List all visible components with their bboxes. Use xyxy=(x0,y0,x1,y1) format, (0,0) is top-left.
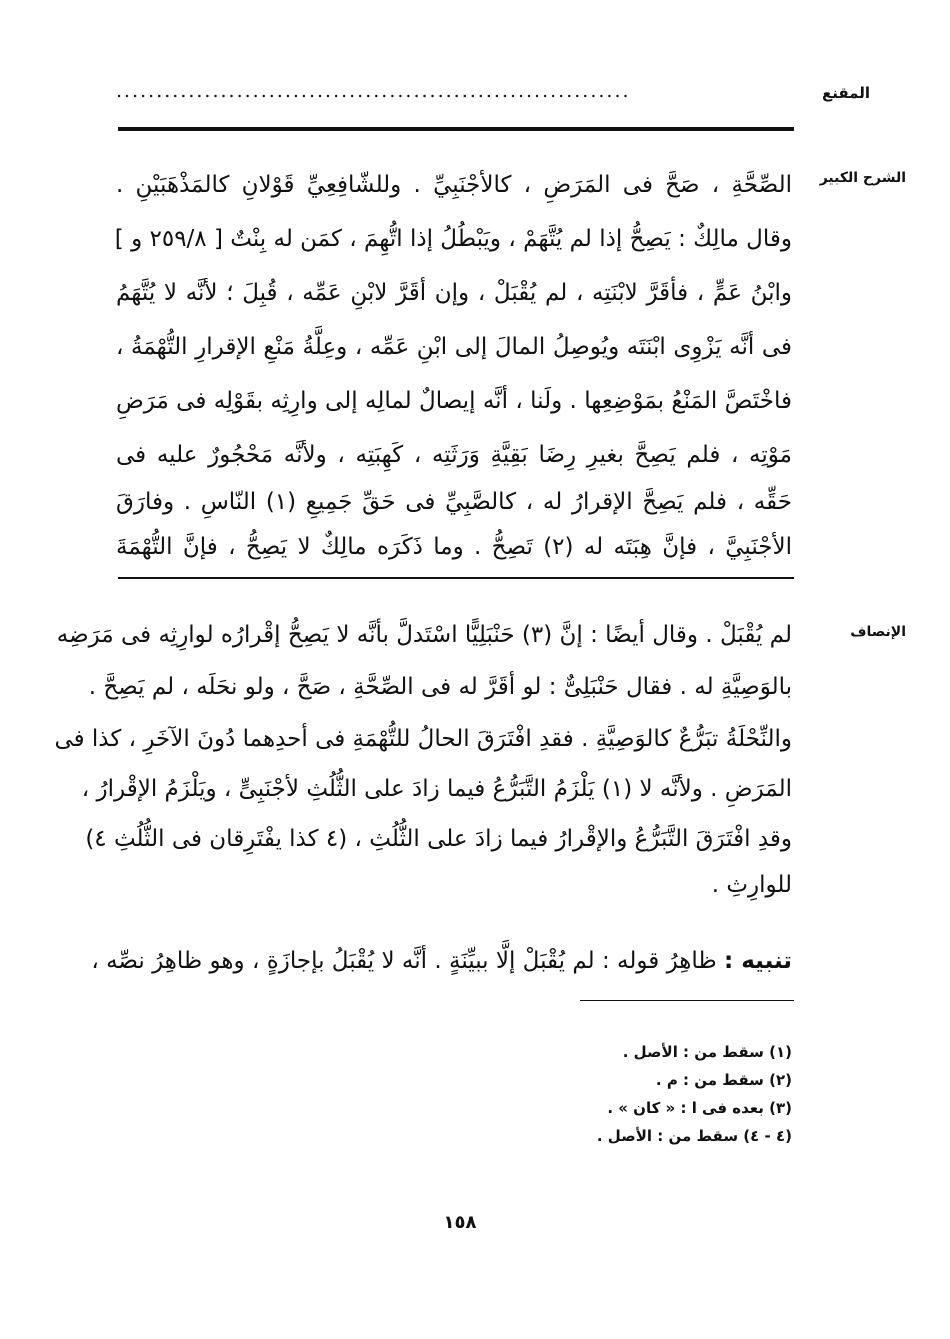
insaf-line-6: للوارِثِ . xyxy=(711,872,792,898)
insaf-line-1: لم يُقْبَلْ . وقال أيضًا : إنَّ (٣) حَنْبَلِيًّا اسْتَدلَّ بأنَّه لا يَصِحُّ إقْرارُه لوارِثِه فى مَرَضِه xyxy=(56,622,792,648)
sharh-line-5: فاخْتَصَّ المَنْعُ بمَوْضِعِها . ولَنا ، أنَّه إيصالٌ لمالِه إلى وارِثِه بقَوْلِه فى مَرَضِ xyxy=(116,388,792,414)
section-label-sharh: الشرح الكبير xyxy=(819,170,906,186)
header-dot-leader: ................................................................ xyxy=(116,80,631,102)
insaf-line-3: والنِّحْلَةُ تبَرُّعٌ كالوَصِيَّةِ . فقدِ افْتَرَقَ الحالُ للتُّهْمَةِ فى أحدِهما دُونَ الآخَرِ ، كذا فى xyxy=(54,726,792,752)
insaf-line-4: المَرَضِ . ولأنَّه لا (١) يَلْزَمُ التَّبَرُّعُ فيما زادَ على الثُّلُثِ لأجْنَبِىٍّ ، ويَلْزَمُ الإقْرارُ ، xyxy=(81,776,792,802)
tanbih-line xyxy=(91,944,792,978)
sharh-line-2: وقال مالِكٌ : يَصِحُّ إذا لم يُتَّهَمْ ، ويَبْطُلُ إذا اتُّهِمَ ، كمَن له بِنْتٌ [ ٢٥٩/٨ و ] xyxy=(114,226,792,252)
page-number: ١٥٨ xyxy=(443,1212,477,1233)
footnote-rule xyxy=(580,1000,794,1001)
sharh-line-1: الصِّحَّةِ ، صَحَّ فى المَرَضِ ، كالأجْنَبِيِّ . وللشّافِعِيِّ قَوْلانِ كالمَذْهَبَيْنِ . xyxy=(116,172,792,198)
insaf-line-2: بالوَصِيَّةِ له . فقال حَنْبَلِىٌّ : لو أقَرَّ له فى الصِّحَّةِ ، صَحَّ ، ولو نحَلَه ، لم يَصِحَّ . xyxy=(88,674,792,700)
footnote-3: (٣) بعده فى ا : « كان » . xyxy=(607,1099,792,1117)
sharh-line-7: حَقِّه ، فلم يَصِحَّ الإقرارُ له ، كالصَّبِيِّ فى حَقِّ جَمِيعِ (١) النّاسِ . وفارَقَ xyxy=(116,489,792,515)
sharh-line-6: مَوْتِه ، فلم يَصِحَّ بغيرِ رِضَا بَقِيَّةِ وَرَثَتِه ، كَهِبَتِه ، ولأنَّه مَحْجُورٌ عليه فى xyxy=(116,442,792,468)
footnote-1: (١) سقط من : الأصل . xyxy=(622,1043,792,1061)
sharh-line-3: وابْنُ عَمٍّ ، فأقَرَّ لابْنَتِه ، لم يُقْبَلْ ، وإن أقَرَّ لابْنِ عَمِّه ، قُبِلَ ؛ لأنَّه لا يُتَّهَمُ xyxy=(116,280,792,306)
section-label-insaf: الإنصاف xyxy=(850,624,906,640)
tanbih-label: تنبيه : xyxy=(724,948,792,974)
footnote-2: (٢) سقط من : م . xyxy=(655,1071,792,1089)
sharh-line-4: فى أنَّه يَزْوِى ابْنَتَه ويُوصِلُ المالَ إلى ابْنِ عَمِّه ، وعِلَّةُ مَنْعِ الإقرارِ التُّهْمَةُ ، xyxy=(116,334,792,360)
sharh-line-8: الأجْنَبِيَّ ، فإنَّ هِبَتَه له (٢) تَصِحُّ . وما ذَكَرَه مالِكٌ لا يَصِحُّ ، فإنَّ التُّهْمَةَ xyxy=(116,534,792,560)
tanbih-text: ظاهِرُ قوله : لم يُقْبَلْ إلَّا ببيِّنَةٍ . أنَّه لا يُقْبَلُ بإجازَةٍ ، وهو ظاهِرُ نصِّه ، xyxy=(91,948,717,974)
insaf-line-5: وقدِ افْتَرَقَ التَّبَرُّعُ والإقْرارُ فيما زادَ على الثُّلُثِ ، (٤ كذا يفْتَرِقان فى الثُّلُثِ ٤) xyxy=(85,826,792,852)
header-rule xyxy=(118,127,794,131)
running-header-title: المقنع xyxy=(822,84,870,102)
section-divider xyxy=(118,577,794,579)
footnote-4: (٤ - ٤) سقط من : الأصل . xyxy=(596,1127,792,1145)
